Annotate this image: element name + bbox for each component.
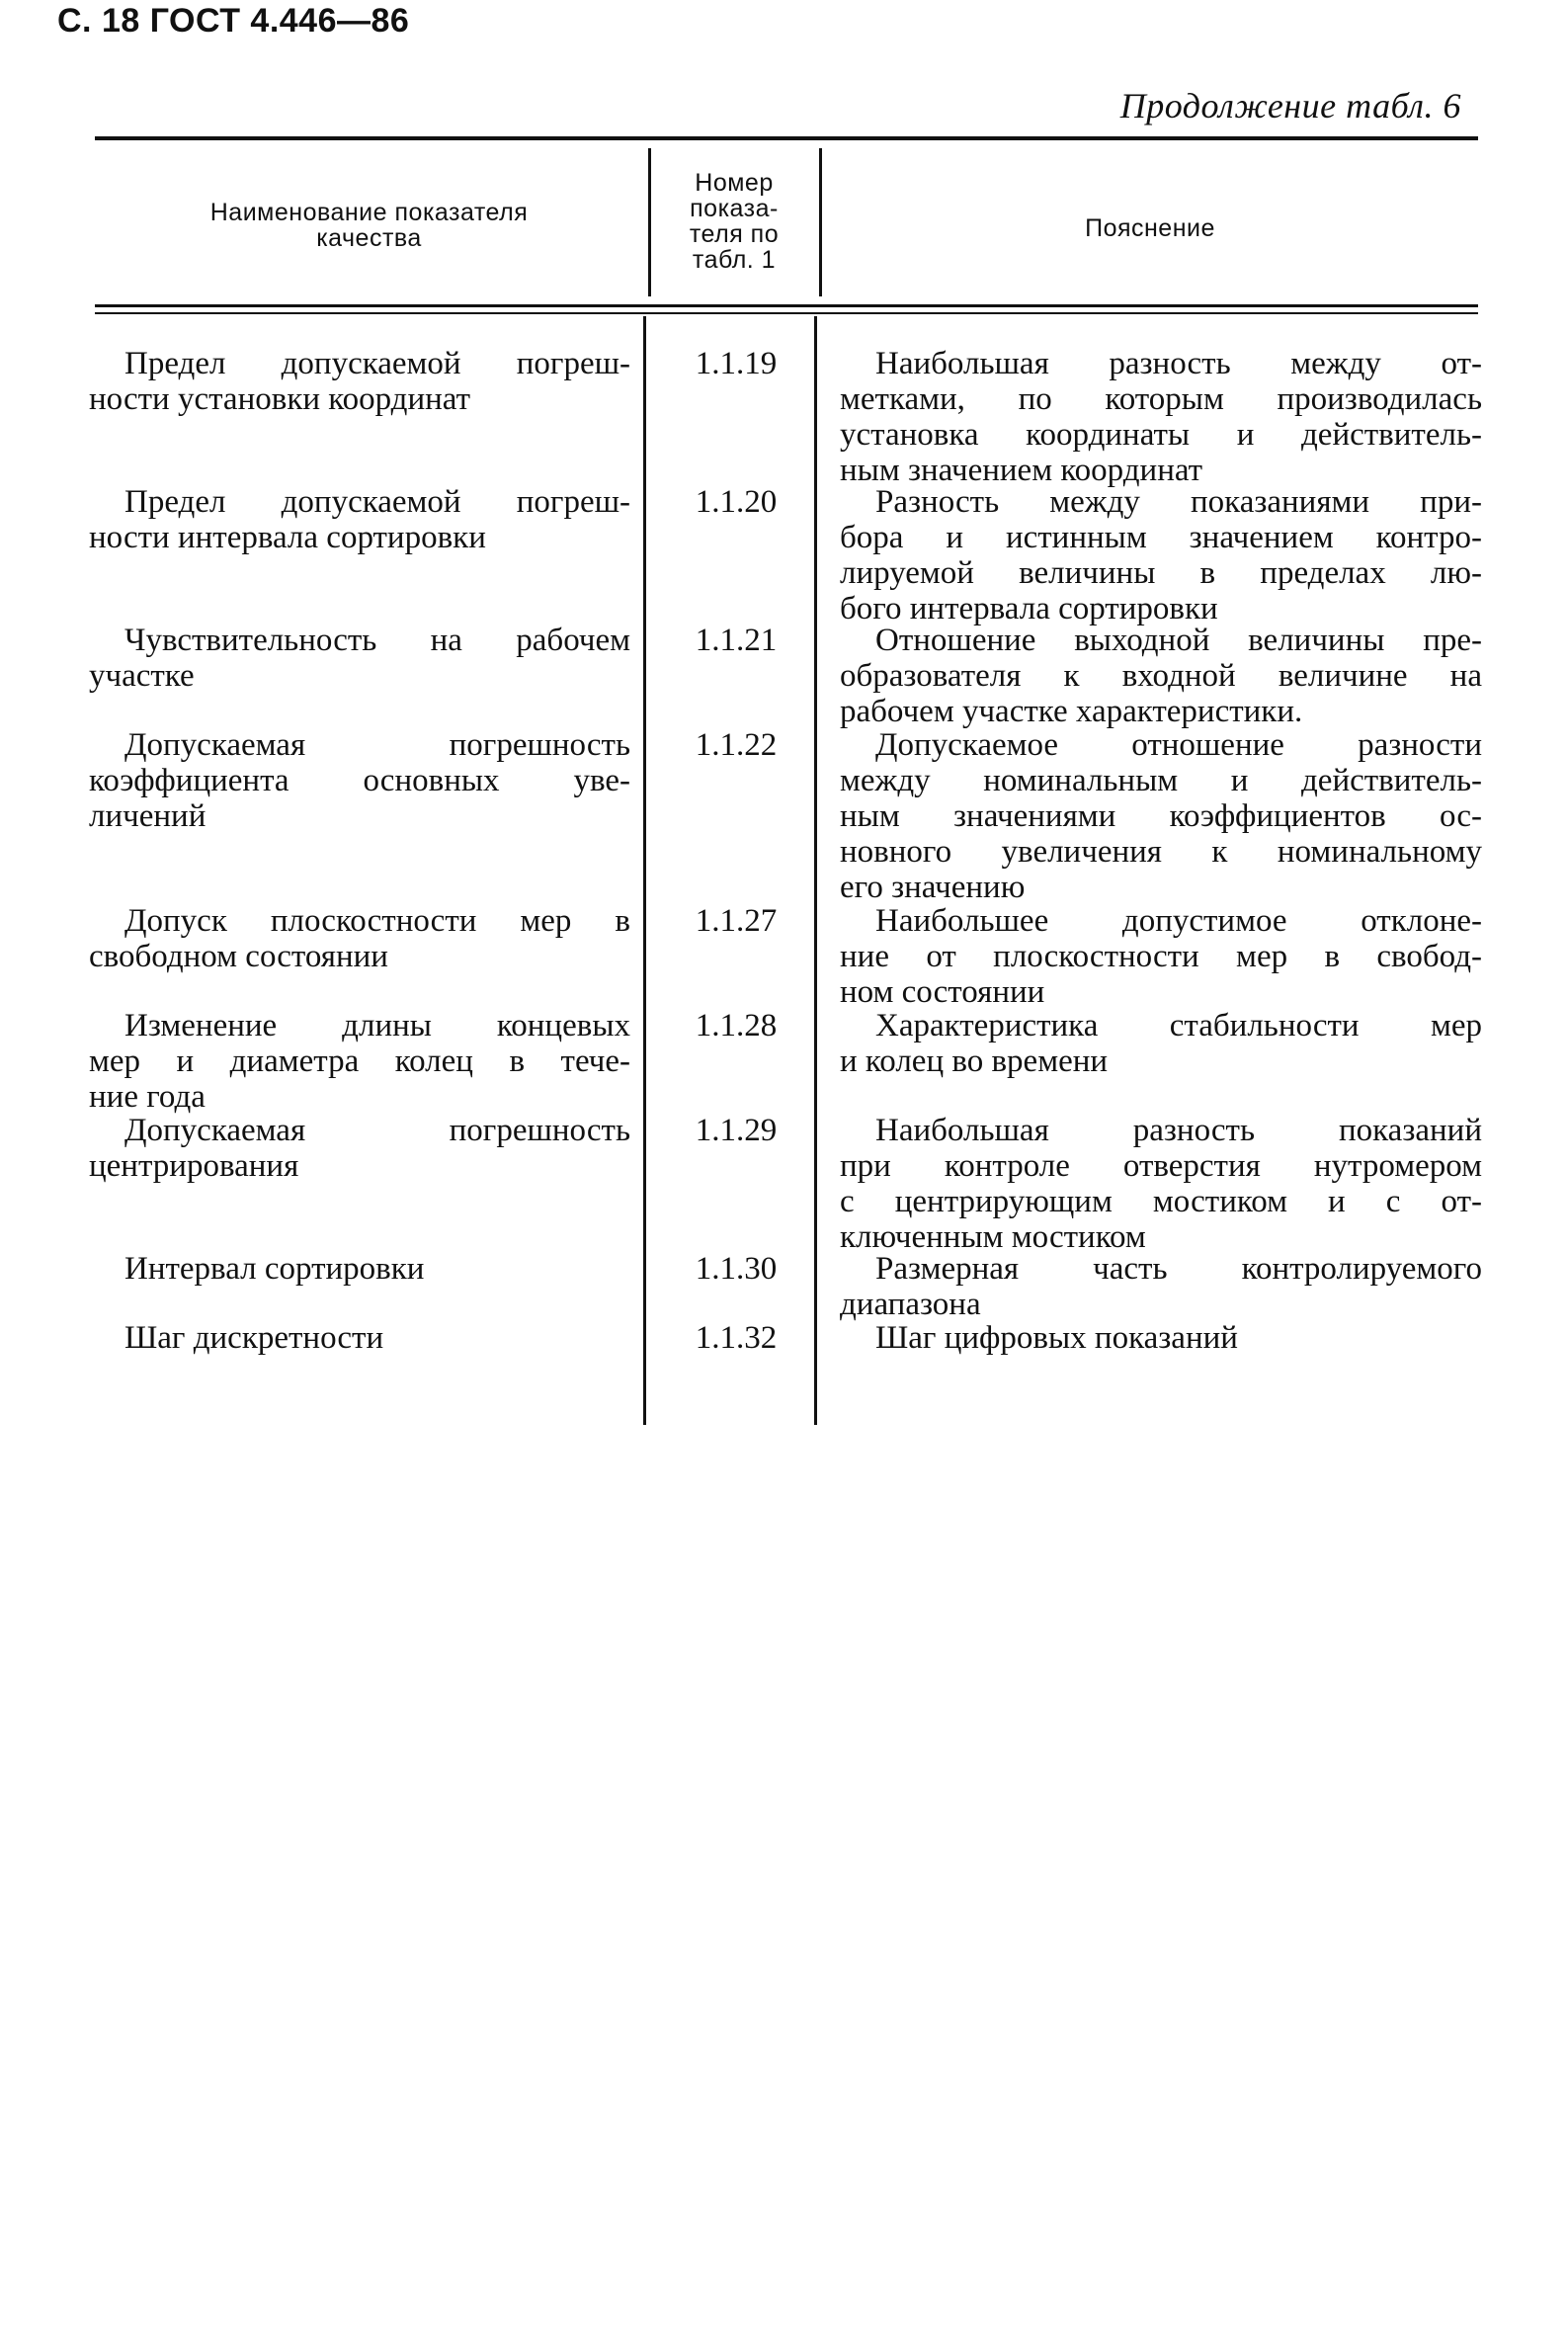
column-header-number: Номер показа- теля по табл. 1 <box>689 169 780 274</box>
indicator-name <box>89 1113 630 1184</box>
indicator-name-line: коэффициента основных уве- <box>89 763 630 798</box>
indicator-number: 1.1.20 <box>695 484 778 520</box>
indicator-name-line: участке <box>89 658 195 694</box>
indicator-explanation-line: бора и истинным значением контро- <box>840 520 1482 555</box>
indicator-number: 1.1.22 <box>695 727 778 763</box>
indicator-name <box>89 903 630 974</box>
indicator-explanation-line: Отношение выходной величины пре- <box>875 623 1482 658</box>
indicator-number: 1.1.28 <box>695 1008 778 1043</box>
header-bottom-rule-2 <box>95 312 1478 314</box>
indicator-explanation-line: между номинальным и действитель- <box>840 763 1482 798</box>
indicator-explanation-line: ным значением координат <box>840 453 1203 488</box>
indicator-explanation <box>840 623 1482 729</box>
indicator-explanation-line: Характеристика стабильности мер <box>875 1008 1482 1043</box>
page-header: С. 18 ГОСТ 4.446—86 <box>57 2 410 40</box>
indicator-name-line: Предел допускаемой погреш- <box>124 346 630 381</box>
indicator-name-line: Изменение длины концевых <box>124 1008 630 1043</box>
header-bottom-rule <box>95 304 1478 307</box>
indicator-number: 1.1.21 <box>695 623 778 658</box>
indicator-explanation-line: при контроле отверстия нутромером <box>840 1148 1482 1184</box>
indicator-name-line: Допуск плоскостности мер в <box>124 903 630 939</box>
indicator-explanation-line: новного увеличения к номинальному <box>840 834 1482 870</box>
indicator-name-line: Шаг дискретности <box>124 1320 384 1356</box>
indicator-explanation <box>840 1251 1482 1322</box>
indicator-number: 1.1.27 <box>695 903 778 939</box>
table-continuation-label: Продолжение табл. 6 <box>1119 86 1461 125</box>
indicator-explanation-line: ключенным мостиком <box>840 1219 1146 1255</box>
indicator-name <box>89 346 630 417</box>
indicator-explanation-line: и колец во времени <box>840 1043 1109 1079</box>
indicator-explanation-line: его значению <box>840 870 1026 905</box>
column-divider-1-body <box>643 316 646 1425</box>
indicator-explanation-line: ном состоянии <box>840 974 1045 1010</box>
indicator-explanation-line: ным значениями коэффициентов ос- <box>840 798 1482 834</box>
indicator-explanation <box>840 346 1482 488</box>
indicator-explanation-line: ние от плоскостности мер в свобод- <box>840 939 1482 974</box>
indicator-number: 1.1.29 <box>695 1113 778 1148</box>
indicator-explanation-line: диапазона <box>840 1287 981 1322</box>
indicator-explanation-line: лируемой величины в пределах лю- <box>840 555 1482 591</box>
indicator-explanation-line: установка координаты и действитель- <box>840 417 1482 453</box>
indicator-explanation <box>840 1008 1482 1079</box>
indicator-name-line: Интервал сортировки <box>124 1251 425 1287</box>
column-header-explanation: Пояснение <box>1085 214 1215 242</box>
column-header-indicator: Наименование показателя качества <box>209 199 529 252</box>
indicator-explanation-line: образователя к входной величине на <box>840 658 1482 694</box>
indicator-name <box>89 484 630 555</box>
indicator-name <box>89 1008 630 1115</box>
indicator-explanation <box>840 1320 1482 1356</box>
indicator-name <box>89 1251 630 1287</box>
indicator-explanation-line: с центрирующим мостиком и с от- <box>840 1184 1482 1219</box>
indicator-explanation <box>840 484 1482 626</box>
indicator-name-line: Допускаемая погрешность <box>124 727 630 763</box>
indicator-number: 1.1.30 <box>695 1251 778 1287</box>
indicator-explanation-line: рабочем участке характеристики. <box>840 694 1303 729</box>
indicator-explanation-line: Шаг цифровых показаний <box>875 1320 1238 1356</box>
indicator-name-line: свободном состоянии <box>89 939 388 974</box>
indicator-explanation-line: Наибольшая разность между от- <box>875 346 1482 381</box>
indicator-name-line: Предел допускаемой погреш- <box>124 484 630 520</box>
indicator-name-line: Допускаемая погрешность <box>124 1113 630 1148</box>
indicator-explanation-line: Наибольшее допустимое отклоне- <box>875 903 1482 939</box>
indicator-number: 1.1.19 <box>695 346 778 381</box>
indicator-name-line: ности интервала сортировки <box>89 520 486 555</box>
table-top-rule <box>95 136 1478 140</box>
indicator-explanation <box>840 727 1482 905</box>
indicator-name <box>89 727 630 834</box>
indicator-explanation-line: Допускаемое отношение разности <box>875 727 1482 763</box>
indicator-name-line: центрирования <box>89 1148 299 1184</box>
column-divider-1 <box>648 148 651 296</box>
indicator-explanation-line: бого интервала сортировки <box>840 591 1218 626</box>
indicator-explanation-line: метками, по которым производилась <box>840 381 1482 417</box>
indicator-explanation-line: Размерная часть контролируемого <box>875 1251 1482 1287</box>
indicator-name <box>89 1320 630 1356</box>
indicator-name-line: ние года <box>89 1079 206 1115</box>
indicator-number: 1.1.32 <box>695 1320 778 1356</box>
indicator-name-line: мер и диаметра колец в тече- <box>89 1043 630 1079</box>
indicator-explanation <box>840 903 1482 1010</box>
indicator-explanation <box>840 1113 1482 1255</box>
indicator-name-line: ности установки координат <box>89 381 471 417</box>
indicator-explanation-line: Разность между показаниями при- <box>875 484 1482 520</box>
indicator-name-line: личений <box>89 798 206 834</box>
indicator-name-line: Чувствительность на рабочем <box>124 623 630 658</box>
indicator-explanation-line: Наибольшая разность показаний <box>875 1113 1482 1148</box>
indicator-name <box>89 623 630 694</box>
